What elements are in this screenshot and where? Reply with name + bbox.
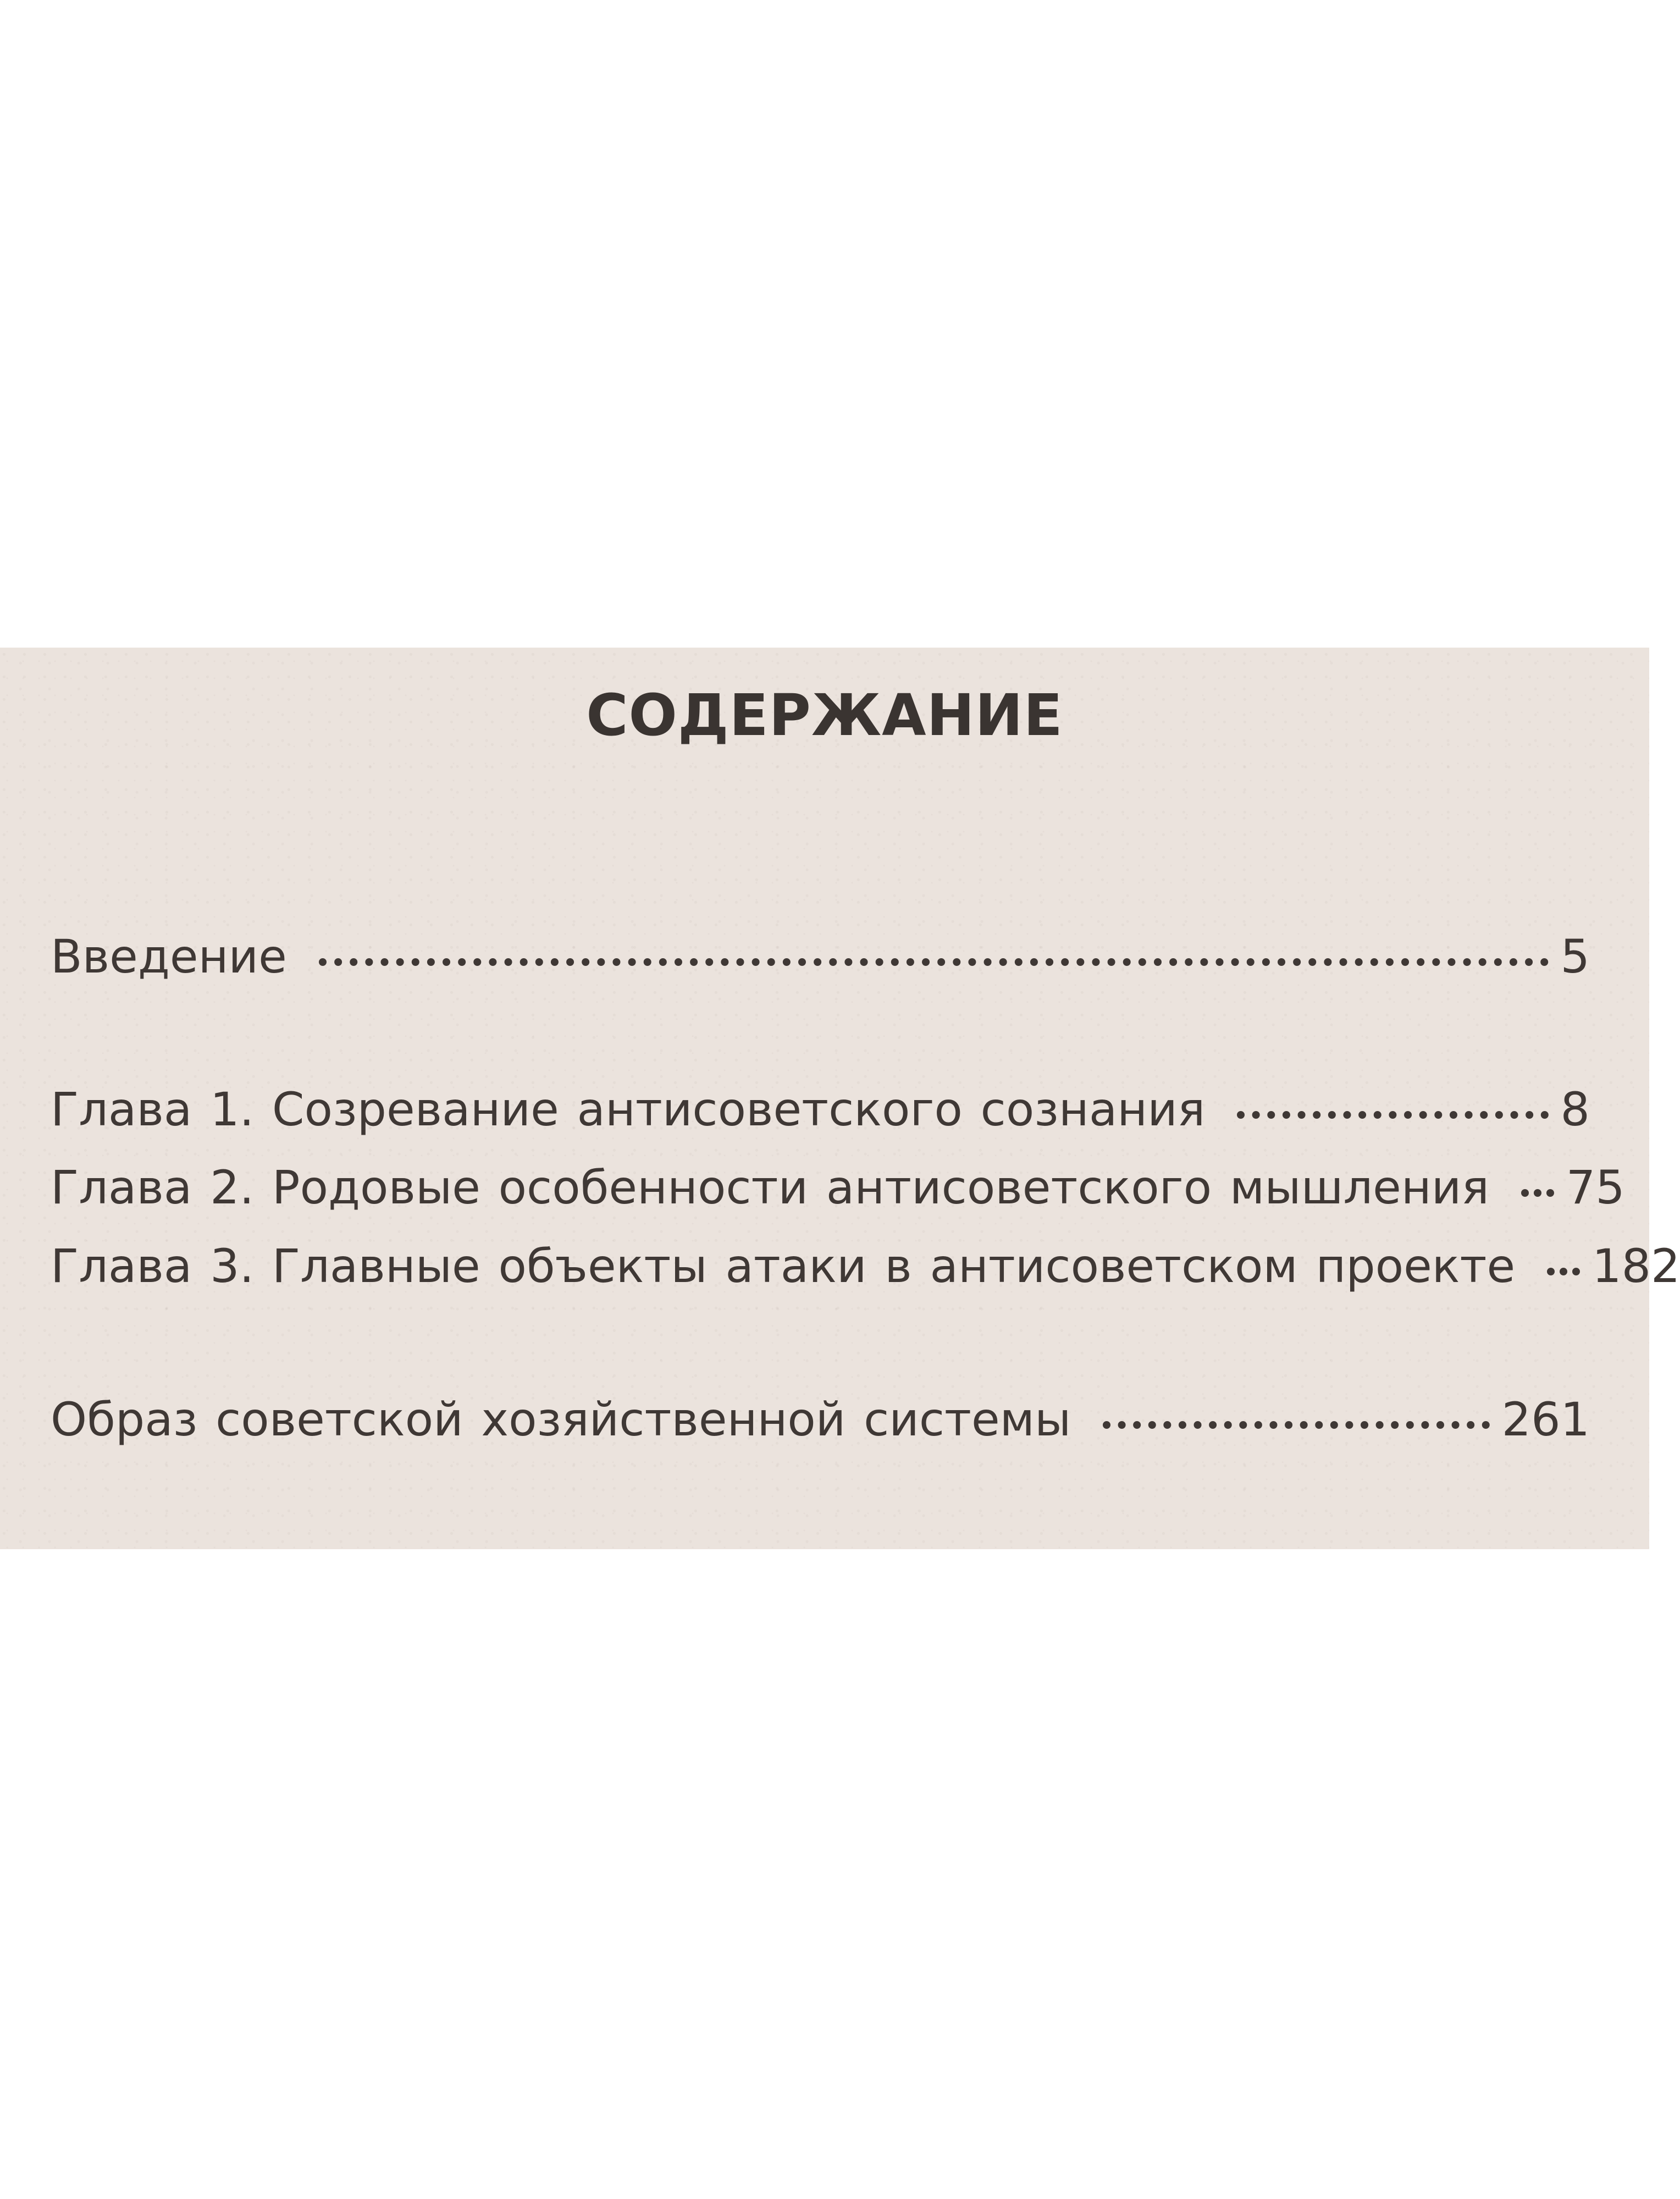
toc-entry-page-number: 261 bbox=[1501, 1393, 1590, 1446]
toc-entry-label: Глава 3. Главные объекты атаки в антисоветском проекте bbox=[51, 1239, 1516, 1293]
toc-entry-page-number: 5 bbox=[1560, 930, 1590, 984]
toc-entry-label: Глава 1. Созревание антисоветского сознания bbox=[51, 1082, 1206, 1136]
toc-entry-page-number: 182 bbox=[1592, 1239, 1680, 1293]
toc-entry-label: Образ советской хозяйственной системы bbox=[51, 1393, 1071, 1446]
toc-entry-chapter-2 bbox=[51, 1160, 1625, 1215]
toc-entry-economic-system bbox=[51, 1392, 1590, 1447]
toc-entry-page-number: 75 bbox=[1566, 1161, 1625, 1214]
toc-entry-label: Глава 2. Родовые особенности антисоветского мышления bbox=[51, 1161, 1489, 1214]
toc-entry-label: Введение bbox=[51, 930, 287, 984]
toc-entry-chapter-1 bbox=[51, 1082, 1590, 1137]
toc-entry-introduction bbox=[51, 929, 1590, 984]
toc-entry-chapter-3 bbox=[51, 1239, 1680, 1294]
page-title: СОДЕРЖАНИЕ bbox=[586, 682, 1063, 749]
dot-leader bbox=[1547, 1268, 1580, 1275]
toc-entry-page-number: 8 bbox=[1560, 1082, 1590, 1136]
dot-leader bbox=[1237, 1111, 1548, 1119]
dot-leader bbox=[319, 958, 1549, 966]
dot-leader bbox=[1521, 1189, 1554, 1197]
dot-leader bbox=[1103, 1421, 1489, 1429]
